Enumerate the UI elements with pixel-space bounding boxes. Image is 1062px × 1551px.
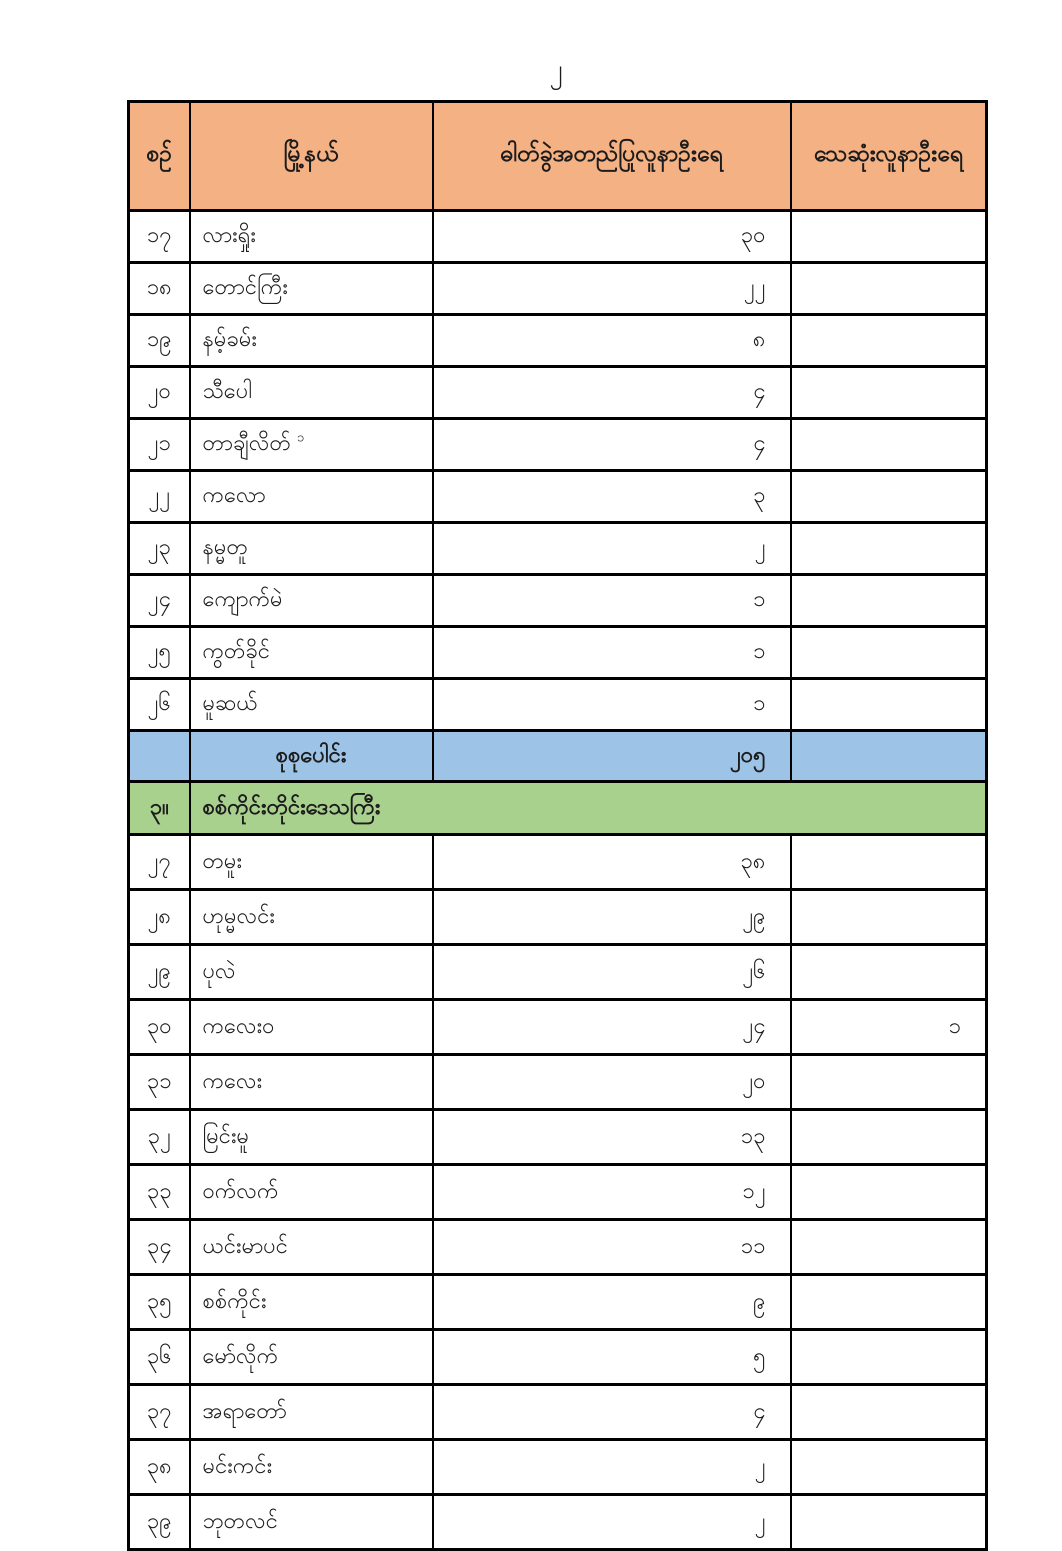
serial-cell: ၂၅ [129, 627, 190, 679]
deaths-count-cell [791, 1110, 987, 1165]
township-cell: မင်းကင်း [190, 1440, 433, 1495]
township-cell: မော်လိုက် [190, 1330, 433, 1385]
township-cell: အရာတော် [190, 1385, 433, 1440]
table-row [129, 315, 987, 367]
serial-cell: ၁၈ [129, 263, 190, 315]
deaths-count-cell [791, 1055, 987, 1110]
table-row [129, 627, 987, 679]
table-row [129, 1385, 987, 1440]
serial-cell: ၃၀ [129, 1000, 190, 1055]
confirmed-count-cell: ၁ [433, 575, 791, 627]
serial-cell: ၂၂ [129, 471, 190, 523]
serial-cell: ၃၅ [129, 1275, 190, 1330]
shan-state-rows [129, 211, 987, 731]
township-cell: စစ်ကိုင်း [190, 1275, 433, 1330]
township-cell: ဝက်လက် [190, 1165, 433, 1220]
confirmed-count-cell: ၁၁ [433, 1220, 791, 1275]
confirmed-count-cell: ၂ [433, 523, 791, 575]
confirmed-count-cell: ၃၈ [433, 835, 791, 890]
serial-cell: ၂၈ [129, 890, 190, 945]
deaths-count-cell [791, 419, 987, 471]
serial-cell: ၂၉ [129, 945, 190, 1000]
confirmed-count-cell: ၃၀ [433, 211, 791, 263]
deaths-count-cell [791, 1220, 987, 1275]
township-cell: ဘုတလင် [190, 1495, 433, 1550]
serial-cell: ၂၁ [129, 419, 190, 471]
township-cell: ကလော [190, 471, 433, 523]
serial-cell: ၁၉ [129, 315, 190, 367]
total-row [129, 731, 987, 782]
table-row [129, 211, 987, 263]
table-row [129, 1055, 987, 1110]
serial-cell: ၂၃ [129, 523, 190, 575]
township-cell: တောင်ကြီး [190, 263, 433, 315]
section-title-cell: စစ်ကိုင်းတိုင်းဒေသကြီး [190, 782, 987, 835]
township-cell: နမ္မတူ [190, 523, 433, 575]
confirmed-count-cell: ၂၆ [433, 945, 791, 1000]
confirmed-count-cell: ၁၂ [433, 1165, 791, 1220]
deaths-count-cell [791, 1275, 987, 1330]
table-row [129, 945, 987, 1000]
table-row [129, 1440, 987, 1495]
deaths-count-cell [791, 835, 987, 890]
confirmed-count-cell: ၂၉ [433, 890, 791, 945]
township-cell: တာချီလိတ် $^၁$ [190, 419, 433, 471]
deaths-count-cell [791, 1330, 987, 1385]
table-row [129, 679, 987, 731]
section-header-row [129, 782, 987, 835]
confirmed-count-cell: ၂၀ [433, 1055, 791, 1110]
table-row [129, 523, 987, 575]
township-cell: ကျောက်မဲ [190, 575, 433, 627]
table-row [129, 1165, 987, 1220]
township-cell: သီပေါ [190, 367, 433, 419]
table-row [129, 1495, 987, 1550]
serial-cell: ၁၇ [129, 211, 190, 263]
sagaing-region-rows [129, 835, 987, 1550]
table-row [129, 835, 987, 890]
deaths-count-cell [791, 1440, 987, 1495]
serial-cell: ၃၆ [129, 1330, 190, 1385]
confirmed-count-cell: ၈ [433, 315, 791, 367]
confirmed-count-cell: ၂ [433, 1440, 791, 1495]
confirmed-count-cell: ၉ [433, 1275, 791, 1330]
table-row [129, 367, 987, 419]
header-serial: စဉ် [129, 102, 190, 211]
confirmed-count-cell: ၂၄ [433, 1000, 791, 1055]
deaths-count-cell [791, 945, 987, 1000]
serial-cell: ၂၇ [129, 835, 190, 890]
table-row [129, 890, 987, 945]
deaths-count-cell [791, 1495, 987, 1550]
total-deaths-cell [791, 731, 987, 782]
total-label: စုစုပေါင်း [190, 731, 433, 782]
table-row [129, 1275, 987, 1330]
township-cell: ပုလဲ [190, 945, 433, 1000]
township-cell: ကွတ်ခိုင် [190, 627, 433, 679]
header-confirmed: ဓါတ်ခွဲအတည်ပြုလူနာဦးရေ [433, 102, 791, 211]
deaths-count-cell [791, 1385, 987, 1440]
confirmed-count-cell: ၅ [433, 1330, 791, 1385]
deaths-count-cell [791, 211, 987, 263]
confirmed-count-cell: ၁ [433, 627, 791, 679]
deaths-count-cell [791, 367, 987, 419]
footnote-marker: ၁ [297, 429, 305, 445]
confirmed-count-cell: ၃ [433, 471, 791, 523]
serial-cell: ၃၂ [129, 1110, 190, 1165]
confirmed-count-cell: ၁၃ [433, 1110, 791, 1165]
deaths-count-cell [791, 890, 987, 945]
table-row [129, 1220, 987, 1275]
header-township: မြို့နယ် [190, 102, 433, 211]
serial-cell: ၃၉ [129, 1495, 190, 1550]
township-cell: ဟုမ္မလင်း [190, 890, 433, 945]
deaths-count-cell: ၁ [791, 1000, 987, 1055]
township-cell: နမ့်ခမ်း [190, 315, 433, 367]
table-row [129, 263, 987, 315]
serial-cell: ၃၁ [129, 1055, 190, 1110]
township-cell: ကလေးဝ [190, 1000, 433, 1055]
confirmed-count-cell: ၄ [433, 367, 791, 419]
header-deaths: သေဆုံးလူနာဦးရေ [791, 102, 987, 211]
deaths-count-cell [791, 523, 987, 575]
confirmed-count-cell: ၄ [433, 419, 791, 471]
serial-cell: ၃၈ [129, 1440, 190, 1495]
total-confirmed-cell: ၂၀၅ [433, 731, 791, 782]
township-cell: လားရှိုး [190, 211, 433, 263]
serial-cell: ၃၄ [129, 1220, 190, 1275]
table-header-row [129, 102, 987, 211]
township-cell: တမူး [190, 835, 433, 890]
table-row [129, 1330, 987, 1385]
township-cell: ယင်းမာပင် [190, 1220, 433, 1275]
table-row [129, 419, 987, 471]
serial-cell: ၂၆ [129, 679, 190, 731]
confirmed-count-cell: ၄ [433, 1385, 791, 1440]
deaths-count-cell [791, 1165, 987, 1220]
table-row [129, 1000, 987, 1055]
covid-report-table [127, 100, 988, 1551]
confirmed-count-cell: ၁ [433, 679, 791, 731]
table-header-row [129, 102, 987, 211]
confirmed-count-cell: ၂၂ [433, 263, 791, 315]
deaths-count-cell [791, 315, 987, 367]
confirmed-count-cell: ၂ [433, 1495, 791, 1550]
township-cell: မြင်းမူ [190, 1110, 433, 1165]
table-row [129, 1110, 987, 1165]
total-serial-cell [129, 731, 190, 782]
deaths-count-cell [791, 263, 987, 315]
deaths-count-cell [791, 471, 987, 523]
deaths-count-cell [791, 627, 987, 679]
section-serial-cell: ၃။ [129, 782, 190, 835]
summary-and-section [129, 731, 987, 835]
table-row [129, 471, 987, 523]
township-cell: ကလေး [190, 1055, 433, 1110]
page-number: ၂ [549, 54, 563, 84]
serial-cell: ၃၇ [129, 1385, 190, 1440]
serial-cell: ၂၀ [129, 367, 190, 419]
serial-cell: ၃၃ [129, 1165, 190, 1220]
deaths-count-cell [791, 575, 987, 627]
table-row [129, 575, 987, 627]
serial-cell: ၂၄ [129, 575, 190, 627]
township-cell: မူဆယ် [190, 679, 433, 731]
deaths-count-cell [791, 679, 987, 731]
